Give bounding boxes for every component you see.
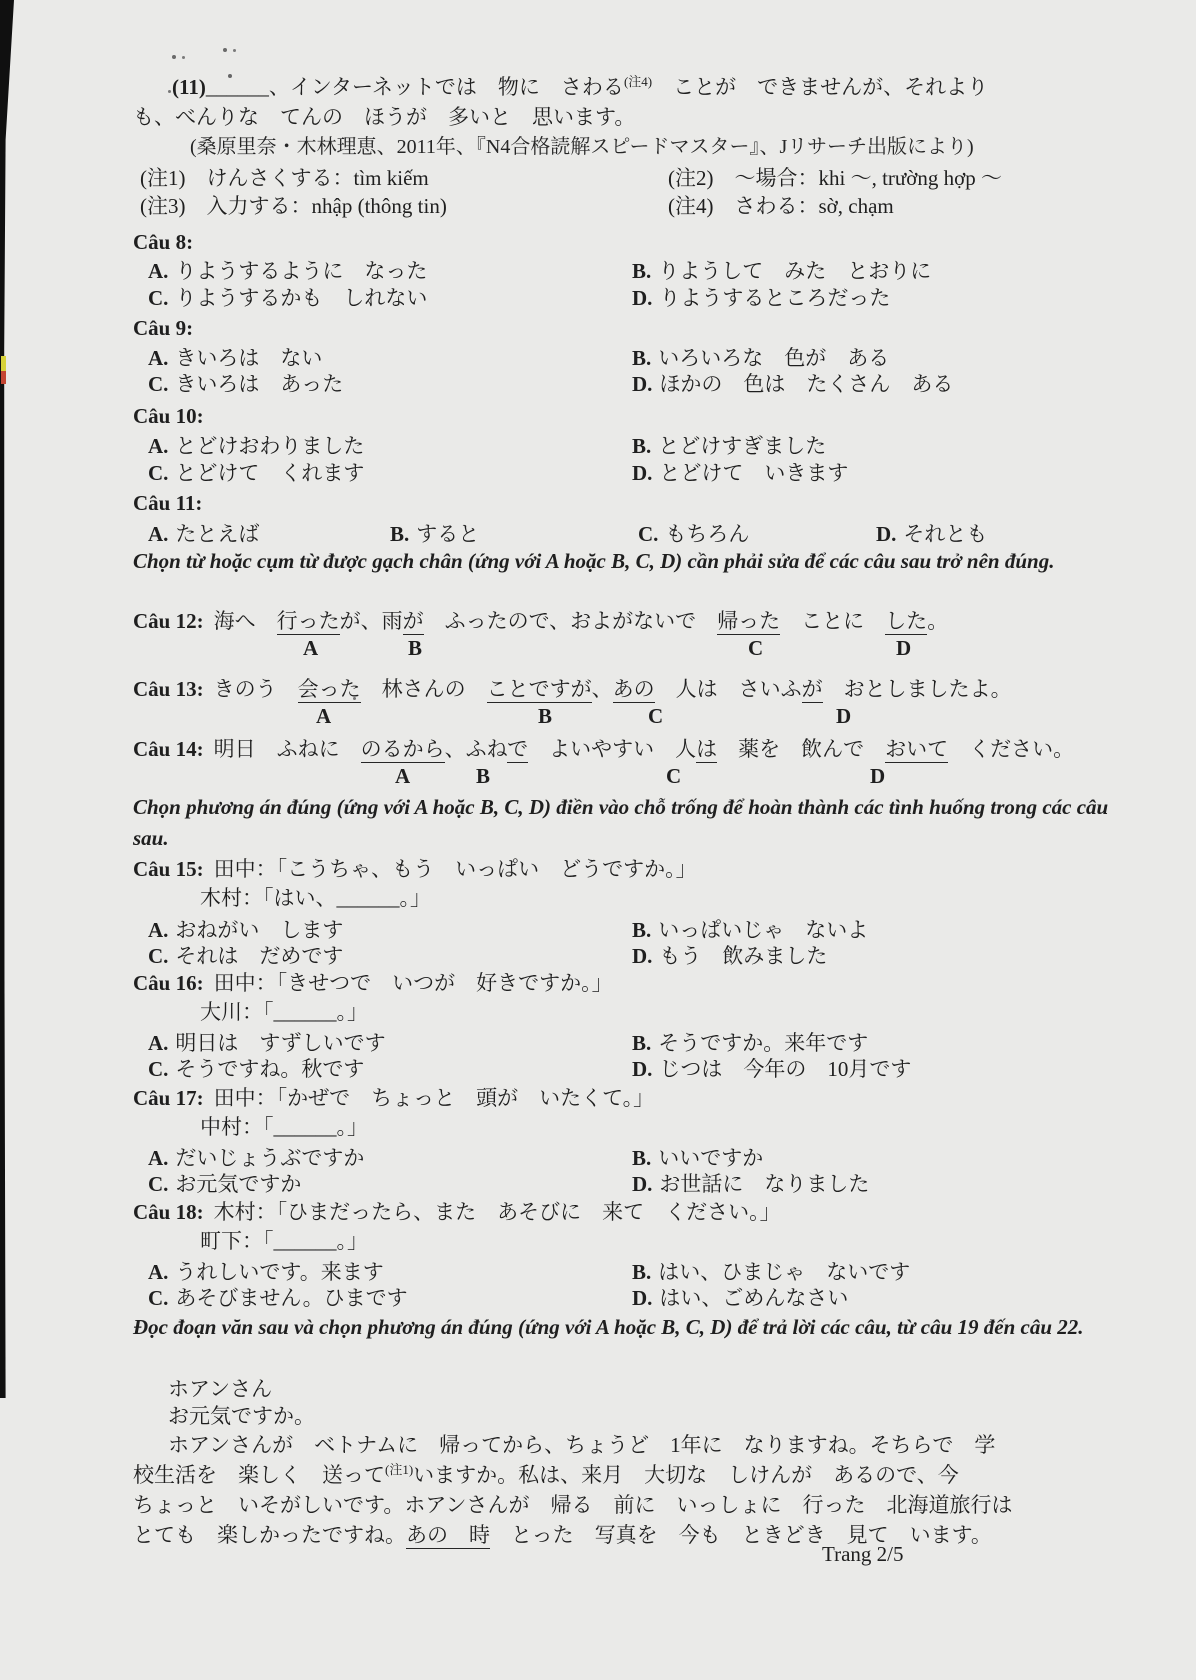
- question-15-option-b: B. いっぱいじゃ ないよ: [632, 918, 869, 942]
- question-18-option-a: A. うれしいです。来ます: [148, 1260, 384, 1284]
- question-9-option-d: D. ほかの 色は たくさん ある: [632, 372, 954, 396]
- question-18-option-d: D. はい、ごめんなさい: [632, 1286, 849, 1310]
- question-9-option-a: A. きいろは ない: [148, 346, 323, 370]
- scan-dot: [172, 55, 176, 59]
- question-18-dialogue-line1: Câu 18: 木村：「ひまだったら、また あそびに 来て ください。」: [133, 1200, 781, 1224]
- instruction-reading: Đọc đoạn văn sau và chọn phương án đúng (ứng với A hoặc B, C, D) để trả lời các câu, từ câu 19 đến câu 22.: [133, 1315, 1084, 1339]
- question-15-option-c: C. それは だめです: [148, 944, 344, 968]
- question-12-sentence: Câu 12: 海へ 行ったが、雨が ふったので、およがないで 帰った ことに した。: [133, 609, 949, 633]
- question-17-dialogue-line2: 中村：「______。」: [200, 1115, 368, 1139]
- scan-dot: [223, 48, 227, 52]
- question-9-options-row2: [148, 368, 953, 398]
- question-10-option-a: A. とどけおわりました: [148, 434, 365, 458]
- question-8-option-c: C. りようするかも しれない: [148, 286, 428, 310]
- question-16-option-c: C. そうですね。秋です: [148, 1057, 365, 1081]
- question-16-option-d: D. じつは 今年の 10月です: [632, 1057, 912, 1081]
- note1-superscript: (注1): [385, 1462, 414, 1477]
- letter-greeting-name: ホアンさん: [168, 1377, 273, 1401]
- source-citation: (桑原里奈・木林理恵、2011年、『N4合格読解スピードマスター』、Jリサーチ出版により): [190, 136, 974, 158]
- question-9-label: Câu 9:: [133, 316, 194, 340]
- question-11-option-b: B. すると: [390, 522, 480, 546]
- question-10-option-c: C. とどけて くれます: [148, 461, 365, 485]
- question-12-letter-b: B: [408, 636, 423, 660]
- scan-dot: [182, 56, 185, 59]
- question-14-letter-d: D: [870, 764, 886, 788]
- question-16-option-b: B. そうですか。来年です: [632, 1031, 869, 1055]
- note-4: (注4) さわる：sờ, chạm: [668, 194, 894, 218]
- question-13-letter-d: D: [836, 704, 852, 728]
- question-15-option-d: D. もう 飲みました: [632, 944, 828, 968]
- question-17-options-row2: [148, 1168, 869, 1198]
- question-8-options-row1: [148, 255, 931, 285]
- question-17-option-d: D. お世話に なりました: [632, 1172, 870, 1196]
- question-15-option-a: A. おねがい します: [148, 918, 344, 942]
- passage-line2: 校生活を 楽しく 送って$^{(注1)}$いますか。私は、来月 大切な しけんが あるので、今: [133, 1462, 959, 1487]
- question-14-letter-b: B: [476, 764, 491, 788]
- scan-speck-red: [1, 371, 6, 384]
- question-13-letter-a: A: [316, 704, 332, 728]
- question-8-option-b: B. りようして みた とおりに: [632, 259, 932, 283]
- instruction-underline-correction: Chọn từ hoặc cụm từ được gạch chân (ứng với A hoặc B, C, D) cần phải sửa để các câu sau trở nên đúng.: [133, 549, 1055, 573]
- question-8-option-d: D. りようするところだった: [632, 286, 891, 310]
- question-17-option-b: B. いいですか: [632, 1146, 764, 1170]
- question-15-options-row2: [148, 940, 827, 970]
- question-18-options-row2: [148, 1282, 848, 1312]
- question-8-options-row2: [148, 282, 890, 312]
- passage-line1: ホアンさんが ベトナムに 帰ってから、ちょうど 1年に なりますね。そちらで 学: [168, 1433, 996, 1457]
- question-8-option-a: A. りようするように なった: [148, 259, 428, 283]
- question-11-option-c: C. もちろん: [638, 522, 750, 546]
- question-10-options-row1: [148, 430, 826, 460]
- question-13-letter-c: C: [648, 704, 664, 728]
- question-18-dialogue-line2: 町下：「______。」: [200, 1229, 368, 1253]
- question-10-options-row2: [148, 457, 848, 487]
- question-12-letter-c: C: [748, 636, 764, 660]
- passage-line3: ちょっと いそがしいです。ホアンさんが 帰る 前に いっしょに 行った 北海道旅行は: [133, 1493, 1013, 1517]
- scan-dot: [168, 90, 171, 93]
- question-18-option-c: C. あそびません。ひまです: [148, 1286, 408, 1310]
- letter-greeting-howareyou: お元気ですか。: [168, 1404, 315, 1428]
- q11-stem-line2: も、べんりな てんの ほうが 多いと 思います。: [133, 105, 636, 129]
- question-11-option-d: D. それとも: [876, 522, 988, 546]
- question-8-label: Câu 8:: [133, 230, 194, 254]
- question-16-dialogue-line2: 大川：「______。」: [200, 1000, 368, 1024]
- question-17-option-c: C. お元気ですか: [148, 1172, 302, 1196]
- scan-edge-strip: [0, 0, 14, 1398]
- question-14-letter-a: A: [395, 764, 411, 788]
- question-12-letter-a: A: [303, 636, 319, 660]
- question-13-sentence: Câu 13: きのう 会った 林さんの ことですが、あの 人は さいふが おとしましたよ。: [133, 677, 1012, 701]
- scan-dot: [233, 49, 236, 52]
- note-2: (注2) ～場合：khi ～, trường hợp ～: [668, 166, 1003, 190]
- note4-superscript: (注4): [623, 74, 653, 89]
- question-10-option-b: B. とどけすぎました: [632, 434, 827, 458]
- question-16-dialogue-line1: Câu 16: 田中：「きせつで いつが 好きですか。」: [133, 971, 613, 995]
- question-13-letter-b: B: [538, 704, 553, 728]
- passage-line4: とても 楽しかったですね。あの 時 とった 写真を 今も ときどき 見て います。: [133, 1523, 992, 1547]
- question-9-option-c: C. きいろは あった: [148, 372, 344, 396]
- question-15-dialogue-line1: Câu 15: 田中：「こうちゃ、もう いっぱい どうですか。」: [133, 857, 697, 881]
- underlined-ano-toki: あの 時: [406, 1523, 490, 1547]
- note-1: (注1) けんさくする：tìm kiếm: [140, 166, 429, 190]
- question-16-options-row2: [148, 1053, 911, 1083]
- question-11-label: Câu 11:: [133, 491, 203, 515]
- question-17-dialogue-line1: Câu 17: 田中：「かぜで ちょっと 頭が いたくて。」: [133, 1086, 655, 1110]
- question-10-label: Câu 10:: [133, 404, 204, 428]
- question-14-letter-c: C: [666, 764, 682, 788]
- question-14-sentence: Câu 14: 明日 ふねに のるから、ふねで よいやすい 人は 薬を 飲んで おいて ください。: [133, 737, 1075, 761]
- question-12-letter-d: D: [896, 636, 912, 660]
- question-15-dialogue-line2: 木村：「はい、______。」: [200, 886, 431, 910]
- question-11-option-a: A. たとえば: [148, 522, 260, 546]
- q11-number: (11): [172, 75, 206, 99]
- question-10-option-d: D. とどけて いきます: [632, 461, 849, 485]
- page-number: Trang 2/5: [822, 1542, 904, 1566]
- question-16-option-a: A. 明日は すずしいです: [148, 1031, 386, 1055]
- question-11-options-row: [148, 518, 987, 548]
- question-18-option-b: B. はい、ひまじゃ ないです: [632, 1260, 911, 1284]
- question-9-option-b: B. いろいろな 色が ある: [632, 346, 890, 370]
- q11-stem-line1: (11)______、インターネットでは 物に さわる$^{(注4)}$ ことが できませんが、それより: [172, 74, 989, 99]
- note-3: (注3) 入力する：nhập (thông tin): [140, 194, 447, 218]
- instruction-fill-blank: Chọn phương án đúng (ứng với A hoặc B, C, D) điền vào chỗ trống để hoàn thành các tình huống trong các câu sau.: [133, 795, 1109, 850]
- question-17-option-a: A. だいじょうぶですか: [148, 1146, 365, 1170]
- scan-speck-yellow: [1, 356, 6, 371]
